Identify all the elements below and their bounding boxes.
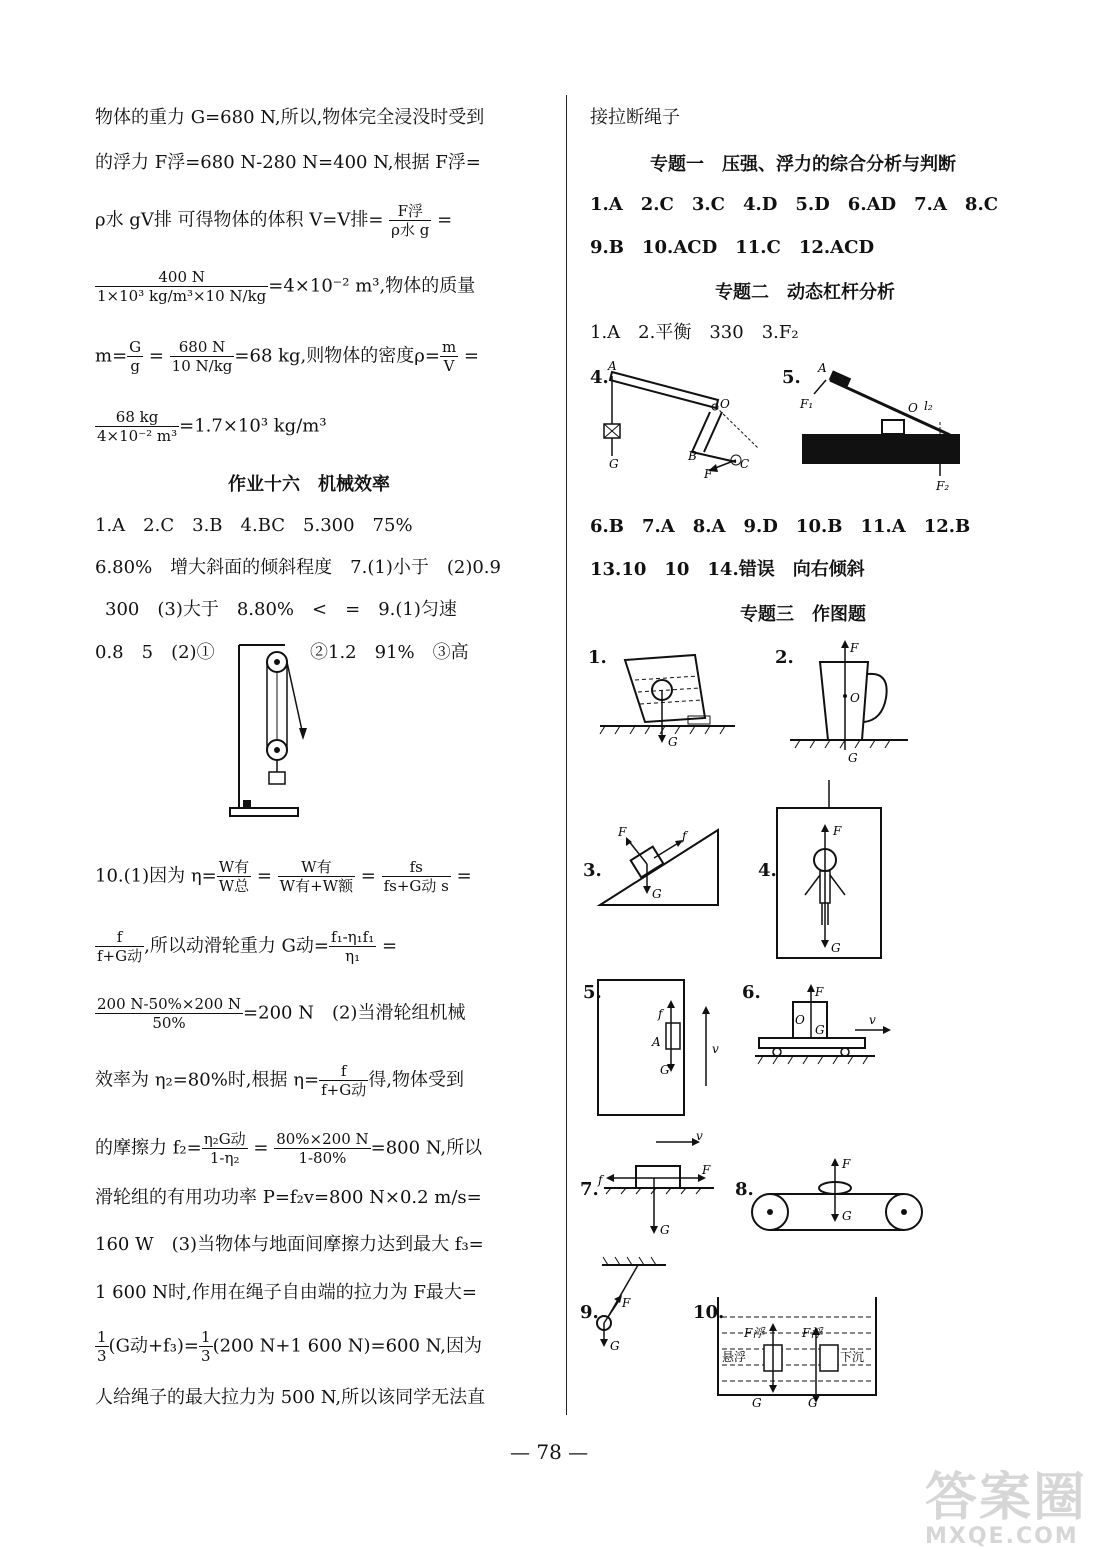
label-g: G	[831, 941, 841, 955]
text-line	[95, 408, 327, 445]
question-label: 3.	[583, 860, 602, 881]
fraction	[95, 408, 179, 445]
denominator: fs+G动 s	[383, 877, 449, 895]
text-line: 10.(1)因为 η= $\frac{\text{W有}}{\text{W总}}$ = $\frac{\text{W有}}{\text{W有+W额}}$ = $\frac{fs}{\text{fs+G动 s}}$ =	[95, 858, 472, 895]
answer-line: 6.B 7.A 8.A 9.D 10.B 11.A 12.B	[590, 516, 971, 537]
numerator: f	[319, 1062, 368, 1081]
fraction	[329, 928, 376, 965]
text-line: ρ水 gV排 可得物体的体积 V=V排= $\frac{\text{F浮}}{\text{ρ水 g}}$ =	[95, 202, 453, 239]
numerator: fs	[382, 858, 451, 877]
watermark-url: MXQE.COM	[925, 1524, 1079, 1549]
text-line: 人给绳子的最大拉力为 500 N,所以该同学无法直	[95, 1387, 486, 1408]
text-line	[95, 1062, 464, 1099]
label-friction: f	[682, 829, 687, 843]
text-span: 10.(1)因为 η=	[95, 865, 217, 887]
answer-line: ②1.2 91% ③高	[310, 642, 469, 663]
cart-block-diagram	[755, 982, 895, 1067]
text-line: 1 600 N时,作用在绳子自由端的拉力为 F最大=	[95, 1282, 478, 1303]
conveyor-diagram	[750, 1150, 925, 1235]
pendulum-diagram	[594, 1255, 674, 1355]
lever-diagram-5	[800, 360, 970, 495]
numerator: W有	[278, 858, 355, 877]
fraction	[274, 1130, 370, 1167]
text-span: (200 N+1 600 N)=600 N,因为	[212, 1335, 482, 1357]
text-span: =800 N,所以	[370, 1137, 483, 1159]
denominator: ρ水 g	[391, 221, 430, 239]
label-g: G	[668, 735, 678, 749]
answer-line: 9.B 10.ACD 11.C 12.ACD	[590, 237, 875, 258]
numerator: 200 N-50%×200 N	[97, 995, 242, 1013]
denominator: f+G动	[97, 947, 143, 965]
answer-line: 1.A 2.C 3.C 4.D 5.D 6.AD 7.A 8.C	[590, 194, 999, 215]
label-f1: F₁	[800, 397, 814, 411]
label-g: G	[815, 1023, 825, 1037]
lever-diagram-4	[600, 360, 770, 490]
watermark-logo	[925, 1455, 1087, 1549]
denominator: 4×10⁻² m³	[97, 427, 178, 445]
denominator: f+G动	[321, 1081, 367, 1099]
text-line: 的摩擦力 f₂= $\frac{\text{η₂G动}}{\text{1-η₂}}$ = $\frac{80\%\times 200 N}{1-80\%}$ =800 N,所以	[95, 1130, 483, 1167]
pulley-diagram	[225, 640, 305, 820]
watermark-text: 答案圈	[925, 1468, 1088, 1528]
denominator: V	[443, 357, 455, 375]
denominator: 10 N/kg	[171, 357, 233, 375]
incline-diagram	[598, 820, 728, 910]
column-divider	[566, 95, 567, 1415]
numerator: 68 kg	[95, 408, 179, 427]
denominator: W总	[218, 877, 250, 895]
label-a: A	[818, 361, 827, 375]
label-o: O	[908, 401, 918, 415]
fraction	[278, 858, 355, 895]
label-o: O	[720, 397, 730, 411]
text-line: 接拉断绳子	[590, 107, 680, 128]
answer-line: 1.A 2.平衡 330 3.F₂	[590, 322, 799, 343]
question-label: 1.	[588, 647, 607, 668]
section-title: 专题一 压强、浮力的综合分析与判断	[650, 154, 956, 175]
label-f: F	[618, 825, 627, 839]
question-label: 4.	[758, 860, 777, 881]
text-span: =	[456, 865, 472, 887]
friction-block-diagram	[596, 1130, 721, 1240]
numerator: W有	[218, 858, 250, 876]
text-span: (G动+f₃)=	[108, 1335, 200, 1357]
label-o: O	[850, 691, 860, 705]
denominator: W有+W额	[279, 877, 354, 895]
label-f: F	[842, 1157, 851, 1171]
text-span: ,所以动滑轮重力 G动=	[144, 935, 330, 957]
text-line: 物体的重力 G=680 N,所以,物体完全浸没时受到	[95, 107, 485, 128]
label-f: F	[850, 641, 859, 655]
page-number: — 78 —	[510, 1440, 589, 1464]
numerator: G	[129, 338, 142, 356]
label-f: F	[704, 467, 713, 481]
fraction	[127, 338, 143, 375]
fraction	[95, 995, 243, 1032]
section-title: 专题三 作图题	[740, 604, 866, 625]
fraction	[389, 202, 431, 239]
text-span: =1.7×10³ kg/m³	[179, 415, 327, 437]
fraction	[199, 1328, 213, 1365]
label-f: F	[833, 824, 842, 838]
label-o: O	[795, 1013, 805, 1027]
label-friction: f	[598, 1173, 603, 1187]
numerator: f	[95, 928, 144, 947]
label-l2: l₂	[924, 399, 933, 413]
denominator: 1×10³ kg/m³×10 N/kg	[97, 287, 267, 305]
text-line: m= $\frac{G}{g}$ = $\frac{680 N}{10 N/kg}$ =68 kg,则物体的密度ρ= $\frac{m}{V}$ =	[95, 338, 479, 375]
question-label: 10.	[693, 1302, 725, 1323]
fraction	[319, 1062, 368, 1099]
text-span: 效率为 η₂=80%时,根据 η=	[95, 1069, 320, 1091]
text-line: 的浮力 F浮=680 N-280 N=400 N,根据 F浮=	[95, 152, 481, 173]
label-buoyancy: F浮	[802, 1326, 823, 1340]
question-label: 5.	[583, 982, 602, 1003]
label-g: G	[808, 1396, 818, 1410]
question-label: 9.	[580, 1302, 599, 1323]
denominator: 50%	[152, 1014, 186, 1032]
label-buoyancy: F浮	[744, 1326, 765, 1340]
label-a: A	[608, 359, 617, 373]
text-line	[95, 995, 465, 1032]
text-span: 的摩擦力 f₂=	[95, 1137, 202, 1159]
denominator: 1-80%	[298, 1149, 347, 1167]
text-span: =200 N (2)当滑轮组机械	[243, 1002, 466, 1024]
text-line: 160 W (3)当物体与地面间摩擦力达到最大 f₃=	[95, 1234, 484, 1255]
label-f2: F₂	[936, 479, 950, 493]
fraction	[95, 268, 268, 305]
answer-line: 300 (3)大于 8.80% < = 9.(1)匀速	[105, 599, 457, 620]
answer-line: 6.80% 增大斜面的倾斜程度 7.(1)小于 (2)0.9	[95, 557, 501, 578]
cup-diagram	[790, 640, 915, 765]
text-line	[95, 268, 475, 305]
question-label: 6.	[742, 982, 761, 1003]
text-line: $\frac{f}{\text{f+G动}}$ ,所以动滑轮重力 G动= $\frac{\text{f₁-η₁f₁}}{\text{η₁}}$ =	[97, 928, 398, 965]
numerator: 1	[97, 1328, 107, 1346]
text-span: m=	[95, 345, 128, 367]
label-v: v	[869, 1013, 876, 1027]
label-g: G	[660, 1063, 670, 1077]
label-v: v	[712, 1042, 719, 1056]
denominator: η₁	[345, 947, 361, 965]
label-f: F	[622, 1296, 631, 1310]
label-g: G	[610, 1339, 620, 1353]
fraction	[170, 338, 235, 375]
numerator: f₁-η₁f₁	[331, 928, 375, 946]
text-span: 得,物体受到	[368, 1069, 464, 1091]
label-c: C	[740, 457, 750, 471]
label-g: G	[848, 751, 858, 765]
beaker-diagram	[600, 640, 740, 755]
numerator: 1	[201, 1328, 211, 1346]
floating-sinking-diagram	[716, 1295, 881, 1410]
label-v: v	[696, 1129, 703, 1143]
question-label: 2.	[775, 647, 794, 668]
fraction	[217, 858, 251, 895]
text-line: 滑轮组的有用功功率 P=f₂v=800 N×0.2 m/s=	[95, 1187, 482, 1208]
fraction	[95, 1328, 109, 1365]
text-span: ρ水 gV排 可得物体的体积 V=V排=	[95, 209, 384, 231]
numerator: 680 N	[170, 338, 235, 357]
numerator: F浮	[389, 202, 431, 221]
section-title: 作业十六 机械效率	[228, 474, 390, 495]
text-span: =4×10⁻² m³,物体的质量	[268, 275, 476, 297]
label-f: F	[702, 1163, 711, 1177]
text-span: =68 kg,则物体的密度ρ=	[234, 345, 440, 367]
numerator: η₂G动	[203, 1130, 246, 1148]
numerator: m	[441, 338, 457, 356]
answer-line: 13.10 10 14.错误 向右倾斜	[590, 559, 865, 580]
denominator: g	[130, 357, 140, 375]
denominator: 3	[97, 1347, 107, 1365]
fraction	[202, 1130, 248, 1167]
answer-line: 1.A 2.C 3.B 4.BC 5.300 75%	[95, 515, 413, 536]
label-g: G	[842, 1209, 852, 1223]
label-b: B	[688, 449, 697, 463]
label-g: G	[752, 1396, 762, 1410]
elevator-person-diagram	[775, 780, 885, 960]
label-g: G	[660, 1223, 670, 1237]
question-label: 5.	[782, 367, 801, 388]
fraction	[95, 928, 144, 965]
label-a: A	[652, 1035, 661, 1049]
label-f: F	[815, 985, 824, 999]
label-floating: 悬浮	[722, 1350, 747, 1364]
denominator: 3	[201, 1347, 211, 1365]
answer-line: 0.8 5 (2)①	[95, 642, 215, 663]
numerator: 400 N	[95, 268, 268, 287]
label-g: G	[609, 457, 619, 471]
label-g: G	[652, 887, 662, 901]
numerator: 80%×200 N	[276, 1130, 369, 1148]
label-sinking: 下沉	[840, 1350, 865, 1364]
question-label: 4.	[590, 367, 609, 388]
wall-block-diagram	[596, 978, 726, 1118]
fraction	[440, 338, 458, 375]
text-line	[95, 1328, 482, 1365]
fraction	[382, 858, 451, 895]
label-friction: f	[658, 1007, 663, 1021]
question-label: 8.	[735, 1179, 754, 1200]
question-label: 7.	[580, 1179, 599, 1200]
denominator: 1-η₂	[209, 1149, 240, 1167]
section-title: 专题二 动态杠杆分析	[715, 282, 895, 303]
